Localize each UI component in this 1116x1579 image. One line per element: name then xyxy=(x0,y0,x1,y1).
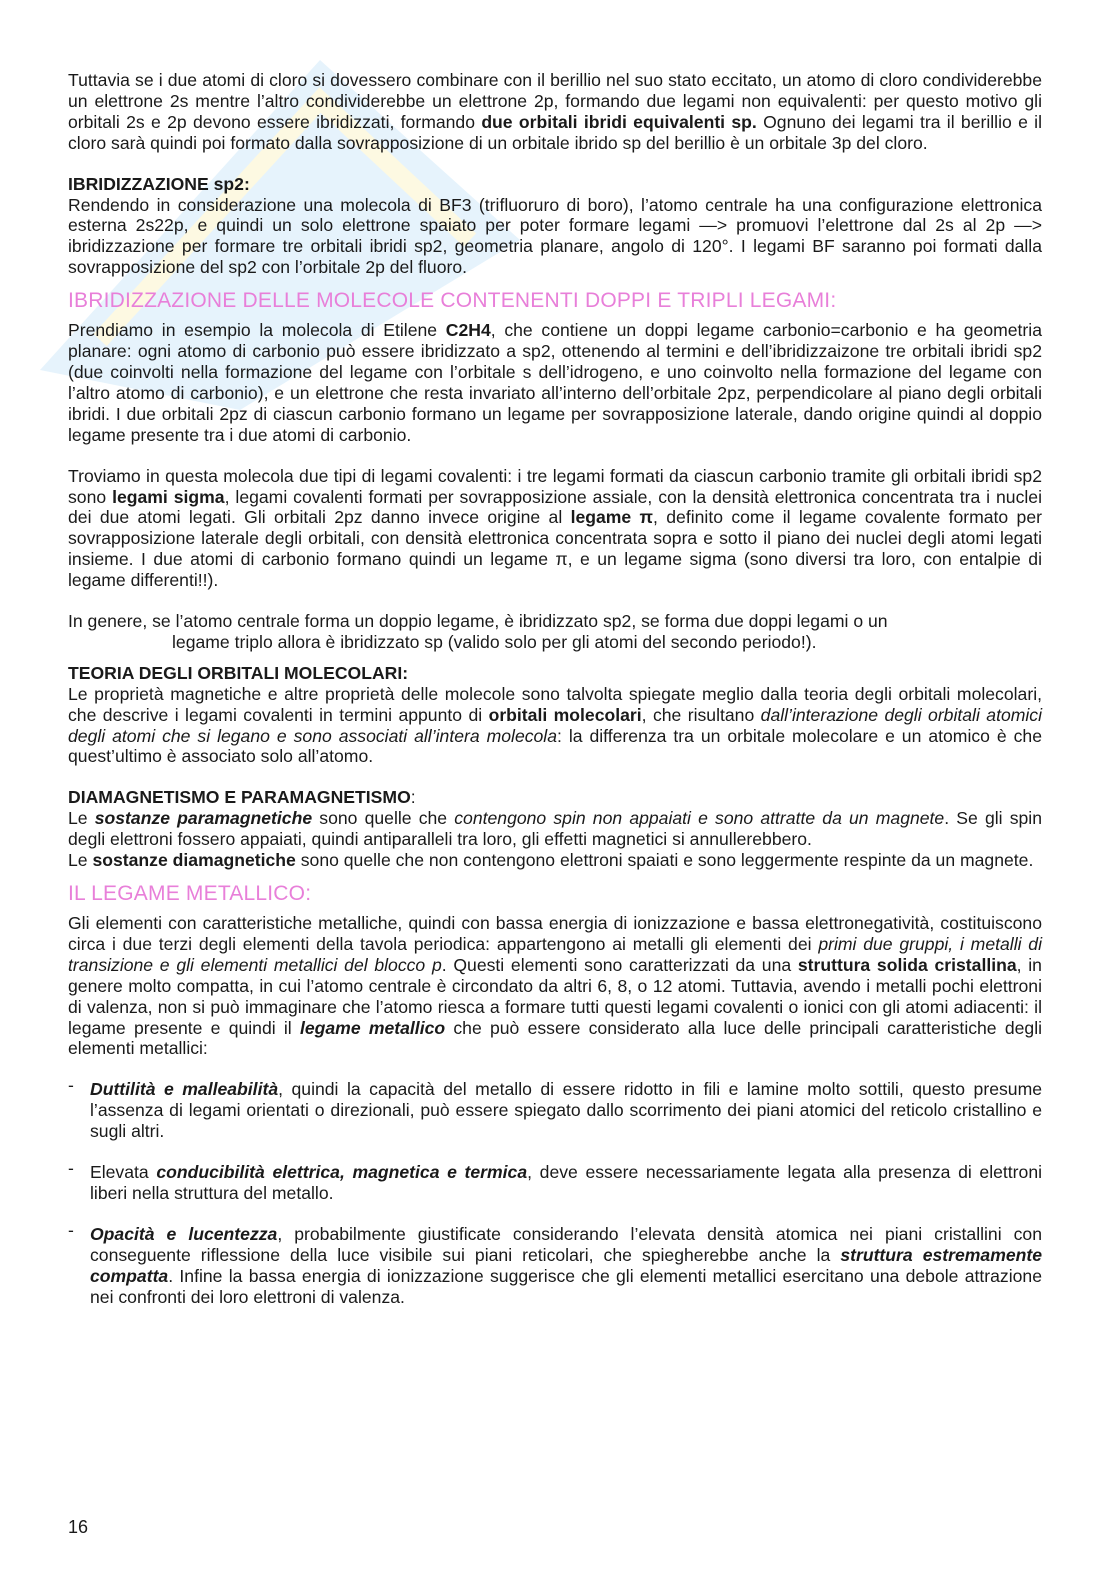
paragraph-diamagnetic: Le sostanze diamagnetiche sono quelle che non contengono elettroni spaiati e sono leggermente respinte da un magnete. xyxy=(68,850,1034,871)
paragraph-rule-summary: In genere, se l’atomo centrale forma un doppio legame, è ibridizzato sp2, se forma due doppi legami o un legame triplo allora è ibridizzato sp (valido solo per gli atomi del secondo periodo!). xyxy=(68,611,888,652)
list-item: - Opacità e lucentezza, probabilmente giustificate considerando l’elevata densità atomica nei piani cristallini con conseguente riflessione della luce visibile sui piani reticolari, che spiegherebbe anche la struttura estremamente compatta. Infine la bassa energia di ionizzazione suggerisce che gli elementi metallici esercitano una debole attrazione nei confronti dei loro elettroni di valenza. xyxy=(68,1219,1043,1307)
page-content xyxy=(68,70,1042,1328)
paragraph-sp2: Rendendo in considerazione una molecola di BF3 (trifluoruro di boro), l’atomo centrale ha una configurazione elettronica esterna 2s22p, e quindi un solo elettrone spaiato per poter formare legami —> promuovi l’elettrone dal 2s al 2p —> ibridizzazione per formare tre orbitali ibridi sp2, geometria planare, angolo di 120°. I legami BF saranno poi formati dalla sovrapposizione del sp2 con l’orbitale 2p del fluoro. xyxy=(68,194,1042,278)
paragraph-molecular-orbitals: Le proprietà magnetiche e altre proprietà delle molecole sono talvolta spiegate meglio dalla teoria degli orbitali molecolari, che descrive i legami covalenti in termini appunto di orbitali molecolari, che risultano dall’interazione degli orbitali atomici degli atomi che si legano e sono associati all’intera molecola: la differenza tra un orbitale molecolare e un atomico è che quest’ultimo è associato solo all’atomo. xyxy=(68,683,1043,767)
paragraph-beryllium: Tuttavia se i due atomi di cloro si dovessero combinare con il berillio nel suo stato eccitato, un atomo di cloro condividerebbe un elettrone 2s mentre l’altro condividerebbe un elettrone 2p, formando due legami non equivalenti: per questo motivo gli orbitali 2s e 2p devono essere ibridizzati, formando due orbitali ibridi equivalenti sp. Ognuno dei legami tra il berillio e il cloro sarà quindi poi formato dalla sovrapposizione di un orbitale ibrido sp del berillio è un orbitale 3p del cloro. xyxy=(68,70,1042,153)
paragraph-paramagnetic: Le sostanze paramagnetiche sono quelle che contengono spin non appaiati e sono attratte da un magnete. Se gli spin degli elettroni fossero appaiati, quindi antiparalleli tra loro, gli effetti magnetici si annullerebbero. xyxy=(68,808,1042,850)
metal-properties-list xyxy=(68,1075,1043,1307)
heading-sp2: IBRIDIZZAZIONE sp2: xyxy=(68,173,250,194)
paragraph-metallic-bond: Gli elementi con caratteristiche metalliche, quindi con bassa energia di ionizzazione e bassa elettronegatività, costituiscono circa i due terzi degli elementi della tavola periodica: appartengono ai metalli gli elementi dei primi due gruppi, i metalli di transizione e gli elementi metallici del blocco p. Questi elementi sono caratterizzati da una struttura solida cristallina, in genere molto compatta, in cui l’atomo centrale è circondato da altri 6, 8, o 12 atomi. Tuttavia, avendo i metalli pochi elettroni di valenza, non si può immaginare che l’atomo riesca a formare tutti questi legami covalenti o ionici con gli atomi adiacenti: il legame presente e quindi il legame metallico che può essere considerato alla luce delle principali caratteristiche degli elementi metallici: xyxy=(68,913,1043,1059)
heading-double-triple-bonds: IBRIDIZZAZIONE DELLE MOLECOLE CONTENENTI DOPPI E TRIPLI LEGAMI: xyxy=(68,289,837,313)
heading-metallic-bond: IL LEGAME METALLICO: xyxy=(68,882,312,905)
paragraph-sigma-pi: Troviamo in questa molecola due tipi di legami covalenti: i tre legami formati da ciascun carbonio tramite gli orbitali ibridi sp2 sono legami sigma, legami covalenti formati per sovrapposizione assiale, con la densità elettronica concentrata tra i nuclei dei due atomi legati. Gli orbitali 2pz danno invece origine al legame π, definito come il legame covalente formato per sovrapposizione laterale degli orbitali, con densità elettronica concentrata sopra e sotto il piano dei nuclei degli atomi legati insieme. I due atomi di carbonio formano quindi un legame π, e un legame sigma (sono diversi tra loro, con entalpie di legame differenti!!). xyxy=(68,465,1042,591)
heading-magnetism: DIAMAGNETISMO E PARAMAGNETISMO: xyxy=(68,787,416,808)
list-item: - Duttilità e malleabilità, quindi la capacità del metallo di essere ridotto in fili e lamine molto sottili, questo presume l’assenza di legami orientati o direzionali, può essere spiegato dallo scorrimento dei piani atomici del reticolo cristallino e sugli altri. xyxy=(68,1075,1043,1142)
page-number: 16 xyxy=(68,1517,89,1537)
heading-molecular-orbitals: TEORIA DEGLI ORBITALI MOLECOLARI: xyxy=(68,662,409,683)
list-item: - Elevata conducibilità elettrica, magnetica e termica, deve essere necessariamente legata alla presenza di elettroni liberi nella struttura del metallo. xyxy=(68,1158,1043,1203)
paragraph-ethylene: Prendiamo in esempio la molecola di Etilene C2H4, che contiene un doppi legame carbonio=carbonio e ha geometria planare: ogni atomo di carbonio può essere ibridizzato a sp2, ottenendo al termini e dell’ibridizzaizone tre orbitali ibridi sp2 (due coinvolti nella formazione del legame con l’orbitale s dell’idrogeno, e uno coinvolto nella formazione del legame con l’altro atomo di carbonio), e un elettrone che resta invariato all’interno dell’orbitale 2pz, perpendicolare al piano degli orbitali ibridi. I due orbitali 2pz di ciascun carbonio formano un legame per sovrapposizione laterale, dando origine quindi al doppio legame presente tra i due atomi di carbonio. xyxy=(68,320,1042,445)
